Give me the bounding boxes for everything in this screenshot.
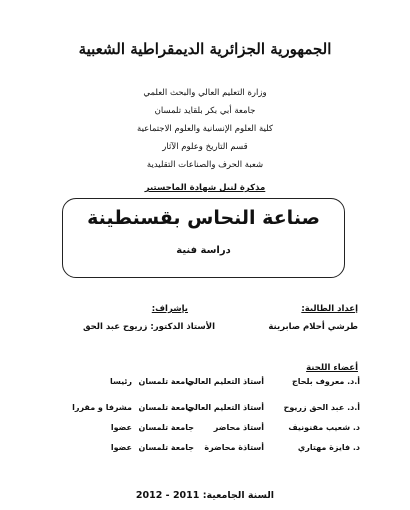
member-name: أ.د. عبد الحق زريوح <box>283 403 360 412</box>
member-role: رئيسا <box>109 377 132 386</box>
member-institution: جامعة تلمسان <box>138 403 194 412</box>
member-name: د. فايزة مهتاري <box>297 443 360 452</box>
supervisor-name: الأستاذ الدكتور: زريوح عبد الحق <box>82 322 215 332</box>
student-label: إعداد الطالبة: <box>301 304 358 314</box>
committee-label: أعضاء اللجنة <box>306 363 358 373</box>
republic-title: الجمهورية الجزائرية الديمقراطية الشعبية <box>78 40 332 58</box>
member-institution: جامعة تلمسان <box>138 443 194 452</box>
member-rank: أستاذ محاضر <box>213 423 264 432</box>
committee-row <box>70 423 360 437</box>
supervisor-label: بإشراف: <box>151 304 188 314</box>
memo-line: مذكرة لنيل شهادة الماجستير <box>144 183 266 193</box>
committee-row <box>70 403 360 417</box>
department-line: قسم التاريخ وعلوم الآثار <box>162 142 248 152</box>
thesis-subtitle: دراسة فنية <box>176 245 231 256</box>
member-name: د. شعيب مقنونيف <box>288 423 360 432</box>
thesis-title-box <box>62 198 345 278</box>
member-name: أ.د. معروف بلحاج <box>291 377 360 386</box>
member-role: عضوا <box>110 443 132 452</box>
member-institution: جامعة تلمسان <box>138 377 194 386</box>
member-institution: جامعة تلمسان <box>138 423 194 432</box>
member-role: مشرفا و مقررا <box>72 403 132 412</box>
committee-row <box>70 377 360 391</box>
faculty-line: كلية العلوم الإنسانية والعلوم الاجتماعية <box>137 124 273 134</box>
member-rank: أستاذة محاضرة <box>204 443 264 452</box>
thesis-title: صناعة النحاس بقسنطينة <box>87 207 320 229</box>
member-role: عضوا <box>110 423 132 432</box>
student-name: طرشي أحلام صابرينة <box>268 322 358 332</box>
academic-year: السنة الجامعية: 2011 - 2012 <box>135 490 275 501</box>
university-line: جامعة أبي بكر بلقايد تلمسان <box>154 106 256 116</box>
ministry-line: وزارة التعليم العالي والبحث العلمي <box>143 88 267 98</box>
committee-row <box>70 443 360 457</box>
branch-line: شعبة الحرف والصناعات التقليدية <box>146 160 264 170</box>
member-rank: أستاذ التعليم العالي <box>186 377 264 386</box>
member-rank: أستاذ التعليم العالي <box>186 403 264 412</box>
